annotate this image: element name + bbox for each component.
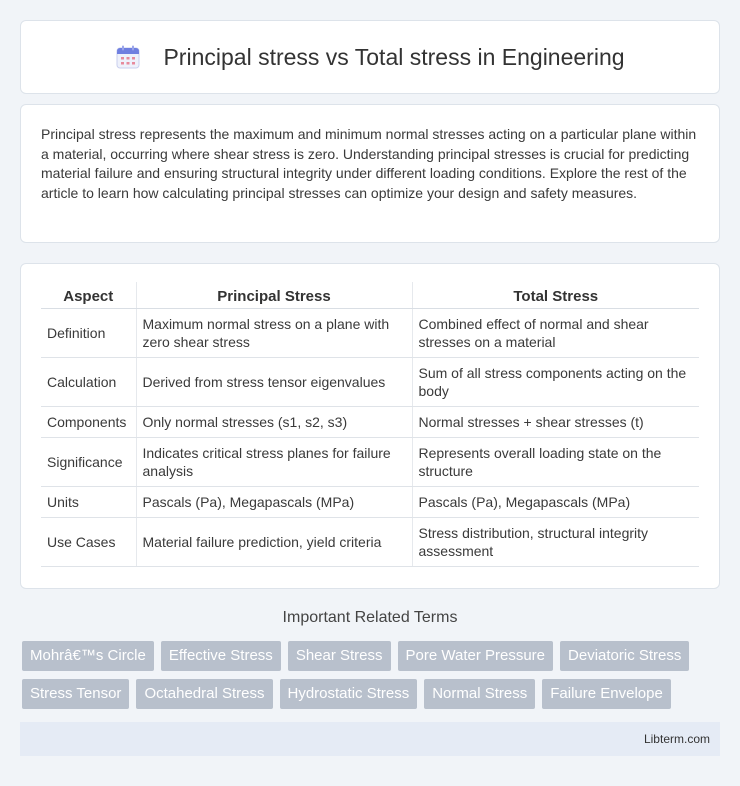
intro-paragraph: Principal stress represents the maximum and minimum normal stresses acting on a particular plane within a material, occurring where shear stress is zero. Understanding principal stresses is crucial for predicting material failure and ensuring structural integrity under different loading conditions. Explore the rest of the article to learn how calculating principal stresses can optimize your design and safety measures. [41, 126, 697, 201]
row-total: Normal stresses + shear stresses (t) [412, 407, 699, 438]
header-total-stress: Total Stress [412, 282, 699, 309]
related-terms-title: Important Related Terms [282, 609, 458, 626]
row-aspect: Significance [41, 438, 136, 487]
term-tag[interactable]: Stress Tensor [22, 679, 129, 709]
row-principal: Only normal stresses (s1, s2, s3) [136, 407, 412, 438]
table-row [41, 487, 699, 518]
row-total: Combined effect of normal and shear stresses on a material [412, 309, 699, 358]
row-aspect: Components [41, 407, 136, 438]
term-tag[interactable]: Octahedral Stress [136, 679, 272, 709]
header-card [20, 20, 720, 94]
row-principal: Maximum normal stress on a plane with zero shear stress [136, 309, 412, 358]
row-principal: Derived from stress tensor eigenvalues [136, 358, 412, 407]
table-row [41, 438, 699, 487]
table-row [41, 309, 699, 358]
term-tag[interactable]: Shear Stress [288, 641, 391, 671]
term-tag[interactable]: Effective Stress [161, 641, 281, 671]
tag-row [22, 641, 722, 671]
row-principal: Pascals (Pa), Megapascals (MPa) [136, 487, 412, 518]
table-row [41, 407, 699, 438]
row-principal: Indicates critical stress planes for failure analysis [136, 438, 412, 487]
row-aspect: Units [41, 487, 136, 518]
intro-card [20, 104, 720, 243]
related-terms-tags [22, 641, 722, 717]
row-total: Sum of all stress components acting on the body [412, 358, 699, 407]
row-aspect: Use Cases [41, 518, 136, 567]
row-total: Stress distribution, structural integrity assessment [412, 518, 699, 567]
table-header-row [41, 282, 699, 309]
table-row [41, 358, 699, 407]
term-tag[interactable]: Normal Stress [424, 679, 535, 709]
term-tag[interactable]: Mohrâ€™s Circle [22, 641, 154, 671]
comparison-table-card [20, 263, 720, 589]
table-row [41, 518, 699, 567]
tag-row [22, 679, 722, 709]
comparison-table [41, 282, 699, 567]
footer-site-link[interactable]: Libterm.com [643, 732, 710, 746]
row-aspect: Definition [41, 309, 136, 358]
term-tag[interactable]: Failure Envelope [542, 679, 671, 709]
row-total: Pascals (Pa), Megapascals (MPa) [412, 487, 699, 518]
header-principal-stress: Principal Stress [136, 282, 412, 309]
row-principal: Material failure prediction, yield criteria [136, 518, 412, 567]
term-tag[interactable]: Deviatoric Stress [560, 641, 689, 671]
header-aspect: Aspect [41, 282, 136, 309]
row-total: Represents overall loading state on the structure [412, 438, 699, 487]
footer [20, 722, 720, 756]
page-title: Principal stress vs Total stress in Engineering [163, 43, 625, 70]
term-tag[interactable]: Hydrostatic Stress [280, 679, 418, 709]
row-aspect: Calculation [41, 358, 136, 407]
calendar-icon [115, 44, 141, 70]
term-tag[interactable]: Pore Water Pressure [398, 641, 554, 671]
